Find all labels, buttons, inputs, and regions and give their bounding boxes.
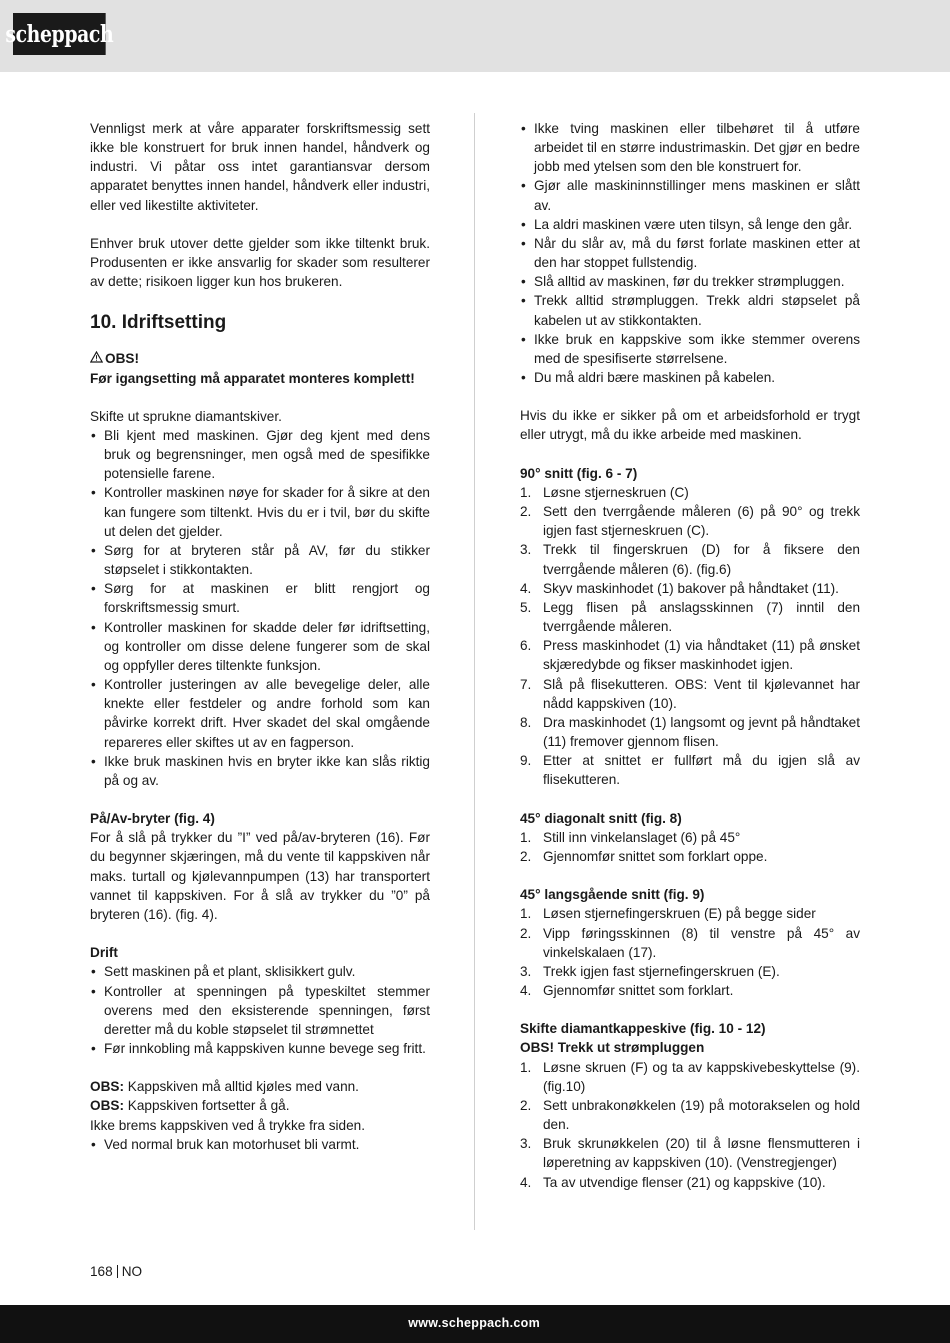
drift-list xyxy=(90,962,430,1058)
right-column xyxy=(520,119,860,1192)
list-item: 1. Still inn vinkelanslaget (6) på 45° xyxy=(520,829,741,845)
list-item: 1. Løsen stjernefingerskruen (E) på begge sider xyxy=(520,906,816,922)
intro-paragraph-2: Enhver bruk utover dette gjelder som ikke tiltenkt bruk. Produsenten er ikke ansvarlig for skader som resulterer av dette; risikoen ligger kun hos brukeren. xyxy=(90,235,430,290)
replace-discs-text: Skifte ut sprukne diamantskiver. xyxy=(90,408,282,424)
list-item: • Ved normal bruk kan motorhuset bli varmt. xyxy=(90,1135,430,1154)
page-number: 168 NO xyxy=(90,1264,143,1279)
intro-paragraph-1: Vennligst merk at våre apparater forskriftsmessig sett ikke ble konstruert for bruk innen handel, håndverk og industri. Vi påtar oss intet garantiansvar dersom apparatet benyttes innen handel, håndverk eller industri, eller ved likestilte aktiviteter. xyxy=(90,121,430,213)
list-item: • Bli kjent med maskinen. Gjør deg kjent med dens bruk og begrensninger, men også med de spesifikke potensielle farene. xyxy=(90,426,430,483)
column-divider xyxy=(474,113,475,1230)
obs-running-note: OBS: Kappskiven fortsetter å gå. xyxy=(90,1098,290,1114)
scheppach-logo: scheppach xyxy=(13,13,106,55)
list-item: 3. Trekk igjen fast stjernefingerskruen (E). xyxy=(520,963,780,979)
change-disc-obs: OBS! Trekk ut strømpluggen xyxy=(520,1040,705,1056)
list-item: 3. Bruk skrunøkkelen (20) til å løsne flensmutteren i løperetning av kappskiven (10). (Venstregjenger) xyxy=(520,1136,860,1171)
list-item: 2. Vipp føringsskinnen (8) til venstre på 45° av vinkelskalaen (17). xyxy=(520,925,860,960)
obs-warning-heading: OBS! xyxy=(90,349,430,368)
section-title: 10. Idriftsetting xyxy=(90,312,227,334)
list-item: • Sett maskinen på et plant, sklisikkert gulv. xyxy=(90,962,430,981)
cut45-longitudinal-steps xyxy=(520,904,860,1000)
cut45-diagonal-steps xyxy=(520,828,860,866)
list-item: • Ikke bruk en kappskive som ikke stemmer overens med de spesifiserte størrelsene. xyxy=(520,330,860,368)
list-item: 1. Løsne stjerneskruen (C) xyxy=(520,484,689,500)
list-item: • Kontroller at spenningen på typeskiltet stemmer overens med den eksisterende spenningen, først deretter må du koble støpselet til strømnettet xyxy=(90,982,430,1039)
unsure-paragraph: Hvis du ikke er sikker på om et arbeidsforhold er trygt eller utrygt, må du ikke arbeide med maskinen. xyxy=(520,408,860,443)
motor-list xyxy=(90,1135,430,1154)
cut45-longitudinal-heading: 45° langsgående snitt (fig. 9) xyxy=(520,887,705,903)
cut90-heading: 90° snitt (fig. 6 - 7) xyxy=(520,465,638,481)
list-item: • Når du slår av, må du først forlate maskinen etter at den har stoppet fullstendig. xyxy=(520,234,860,272)
list-item: 3. Trekk til fingerskruen (D) for å fiksere den tverrgående måleren (6). (fig.6) xyxy=(520,542,860,577)
list-item: • Slå alltid av maskinen, før du trekker strømpluggen. xyxy=(520,272,860,291)
list-item: 7. Slå på flisekutteren. OBS: Vent til kjølevannet har nådd kappskiven (10). xyxy=(520,676,860,711)
list-item: • Du må aldri bære maskinen på kabelen. xyxy=(520,368,860,387)
website-url: www.scheppach.com xyxy=(408,1316,540,1330)
list-item: • Kontroller maskinen nøye for skader for å sikre at den kan fungere som tiltenkt. Hvis du er i tvil, bør du skifte ut delen det gjelder. xyxy=(90,483,430,540)
list-item: • Kontroller justeringen av alle bevegelige deler, alle knekte eller festdeler og andre forhold som kan påvirke korrekt drift. Hver skadet del skal omgående repareres eller skiftes ut av en fagperson. xyxy=(90,675,430,752)
warning-triangle-icon xyxy=(90,349,105,368)
list-item: 2. Gjennomfør snittet som forklart oppe. xyxy=(520,848,768,864)
list-item: 4. Gjennomfør snittet som forklart. xyxy=(520,982,734,998)
list-item: 8. Dra maskinhodet (1) langsomt og jevnt på håndtaket (11) fremover gjennom flisen. xyxy=(520,714,860,749)
page-footer xyxy=(0,1305,950,1343)
list-item: 1. Løsne skruen (F) og ta av kappskivebeskyttelse (9).(fig.10) xyxy=(520,1059,860,1094)
list-item: • Trekk alltid strømpluggen. Trekk aldri støpselet på kabelen ut av stikkontakten. xyxy=(520,291,860,329)
change-disc-heading: Skifte diamantkappeskive (fig. 10 - 12) xyxy=(520,1021,766,1037)
list-item: 2. Sett den tverrgående måleren (6) på 90° og trekk igjen fast stjerneskruen (C). xyxy=(520,504,860,539)
list-item: 6. Press maskinhodet (1) via håndtaket (11) på ønsket skjæredybde og fikser maskinhodet igjen. xyxy=(520,638,860,673)
operation-rules-list xyxy=(520,119,860,387)
cut45-diagonal-heading: 45° diagonalt snitt (fig. 8) xyxy=(520,810,682,826)
safety-checklist xyxy=(90,426,430,790)
list-item: • Kontroller maskinen for skadde deler før idriftsetting, og kontroller om disse delene fungerer som de skal og oppfyller deres tiltenkte funksjon. xyxy=(90,618,430,675)
list-item: • La aldri maskinen være uten tilsyn, så lenge den går. xyxy=(520,215,860,234)
drift-heading: Drift xyxy=(90,945,118,961)
list-item: 9. Etter at snittet er fullført må du igjen slå av flisekutteren. xyxy=(520,753,860,788)
list-item: 4. Ta av utvendige flenser (21) og kappskive (10). xyxy=(520,1174,826,1190)
switch-text: For å slå på trykker du ”I” ved på/av-bryteren (16). Før du begynner skjæringen, må du vente til kappskiven når maks. turtall og kjølevannpumpen (13) har transportert vannet til kappskiven. For å slå av trykker du ”0” på bryteren (16). (fig. 4). xyxy=(90,830,430,922)
left-column xyxy=(90,119,430,1154)
list-item: 4. Skyv maskinhodet (1) bakover på håndtaket (11). xyxy=(520,580,839,596)
brake-note: Ikke brems kappskiven ved å trykke fra siden. xyxy=(90,1117,366,1133)
list-item: • Sørg for at bryteren står på AV, før du stikker støpselet i stikkontakten. xyxy=(90,541,430,579)
list-item: 5. Legg flisen på anslagsskinnen (7) inntil den tverrgående måleren. xyxy=(520,599,860,635)
list-item: • Gjør alle maskininnstillinger mens maskinen er slått av. xyxy=(520,176,860,214)
list-item: • Sørg for at maskinen er blitt rengjort og forskriftsmessig smurt. xyxy=(90,579,430,617)
page-header xyxy=(0,0,950,72)
obs-warning-text: Før igangsetting må apparatet monteres komplett! xyxy=(90,370,415,386)
list-item: • Før innkobling må kappskiven kunne bevege seg fritt. xyxy=(90,1039,430,1058)
cut90-steps xyxy=(520,483,860,790)
list-item: 2. Sett unbrakonøkkelen (19) på motorakselen og hold den. xyxy=(520,1097,860,1133)
list-item: • Ikke bruk maskinen hvis en bryter ikke kan slås riktig på og av. xyxy=(90,752,430,790)
obs-cooling-note: OBS: Kappskiven må alltid kjøles med vann. xyxy=(90,1079,359,1095)
switch-heading: På/Av-bryter (fig. 4) xyxy=(90,811,215,827)
change-disc-steps xyxy=(520,1058,860,1192)
list-item: • Ikke tving maskinen eller tilbehøret til å utføre arbeidet til en større industrimaskin. Det gjør en bedre jobb med ytelsen som den ble konstruert for. xyxy=(520,119,860,176)
